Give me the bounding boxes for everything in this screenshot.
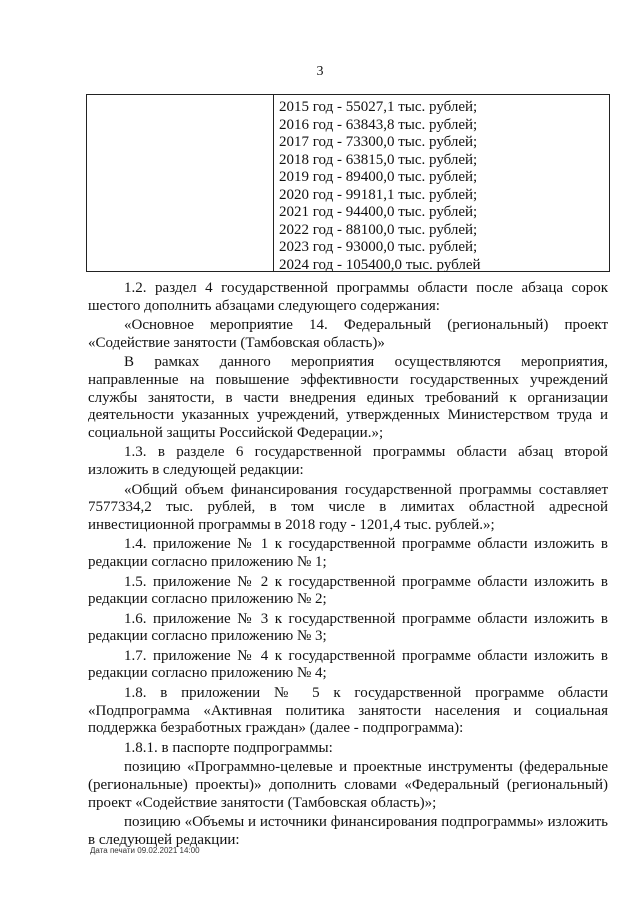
paragraph-1-6: 1.6. приложение № 3 к государственной программе области изложить в редакции согласно приложению № 3; — [88, 610, 608, 645]
funding-row: 2016 год - 63843,8 тыс. рублей; — [279, 116, 478, 133]
paragraph-total-funding: «Общий объем финансирования государственной программы составляет 7577334,2 тыс. рублей, в том числе в лимитах областной адресной инвестиционной программы в 2018 году - 1201,4 тыс. рублей.»; — [88, 481, 608, 533]
paragraph-1-5: 1.5. приложение № 2 к государственной программе области изложить в редакции согласно приложению № 2; — [88, 573, 608, 608]
paragraph-funding-sources: позицию «Объемы и источники финансирования подпрограммы» изложить в следующей редакции: — [88, 814, 608, 848]
paragraph-1-2: 1.2. раздел 4 государственной программы области после абзаца сорок шестого дополнить абзацами следующего содержания: — [88, 280, 608, 314]
funding-row: 2019 год - 89400,0 тыс. рублей; — [279, 169, 478, 185]
funding-row: 2023 год - 93000,0 тыс. рублей; — [279, 239, 478, 255]
paragraph-1-8-1: 1.8.1. в паспорте подпрограммы: — [124, 739, 333, 756]
paragraph-1-3: 1.3. в разделе 6 государственной программы области абзац второй изложить в следующей редакции: — [88, 444, 608, 478]
page-number: 3 — [316, 64, 324, 79]
print-date: Дата печати 09.02.2021 14:00 — [90, 846, 200, 855]
funding-table-right-cell — [279, 99, 481, 274]
paragraph-1-8: 1.8. в приложении № 5 к государственной программе области «Подпрограмма «Активная политика занятости населения и социальная поддержка безработных граждан» (далее - подпрограмма): — [88, 685, 608, 737]
funding-row: 2021 год - 94400,0 тыс. рублей; — [279, 204, 478, 220]
funding-table — [86, 94, 610, 272]
funding-row: 2018 год - 63815,0 тыс. рублей; — [279, 151, 478, 168]
document-body — [88, 280, 608, 851]
paragraph-measure-description: В рамках данного мероприятия осуществляются мероприятия, направленные на повышение эффективности государственных учреждений службы занятости, в части внедрения единых требований к организации деятельности указанных учреждений, утвержденных Министерством труда и социальной защиты Российской Федерации.»; — [88, 354, 608, 441]
funding-row: 2022 год - 88100,0 тыс. рублей; — [279, 221, 478, 238]
funding-row: 2024 год - 105400,0 тыс. рублей — [279, 256, 481, 273]
paragraph-program-tools: позицию «Программно-целевые и проектные инструменты (федеральные (региональные) проекты)» дополнить словами «Федеральный (региональный) проект «Содействие занятости (Тамбовская область)»; — [88, 759, 608, 811]
paragraph-main-measure-14: «Основное мероприятие 14. Федеральный (региональный) проект «Содействие занятости (Тамбовская область)» — [88, 317, 608, 351]
paragraph-1-7: 1.7. приложение № 4 к государственной программе области изложить в редакции согласно приложению № 4; — [88, 647, 608, 682]
funding-table-left-cell — [87, 95, 274, 271]
funding-row: 2015 год - 55027,1 тыс. рублей; — [279, 99, 478, 115]
paragraph-1-4: 1.4. приложение № 1 к государственной программе области изложить в редакции согласно приложению № 1; — [88, 536, 608, 570]
funding-row: 2017 год - 73300,0 тыс. рублей; — [279, 134, 478, 150]
funding-row: 2020 год - 99181,1 тыс. рублей; — [279, 186, 478, 203]
